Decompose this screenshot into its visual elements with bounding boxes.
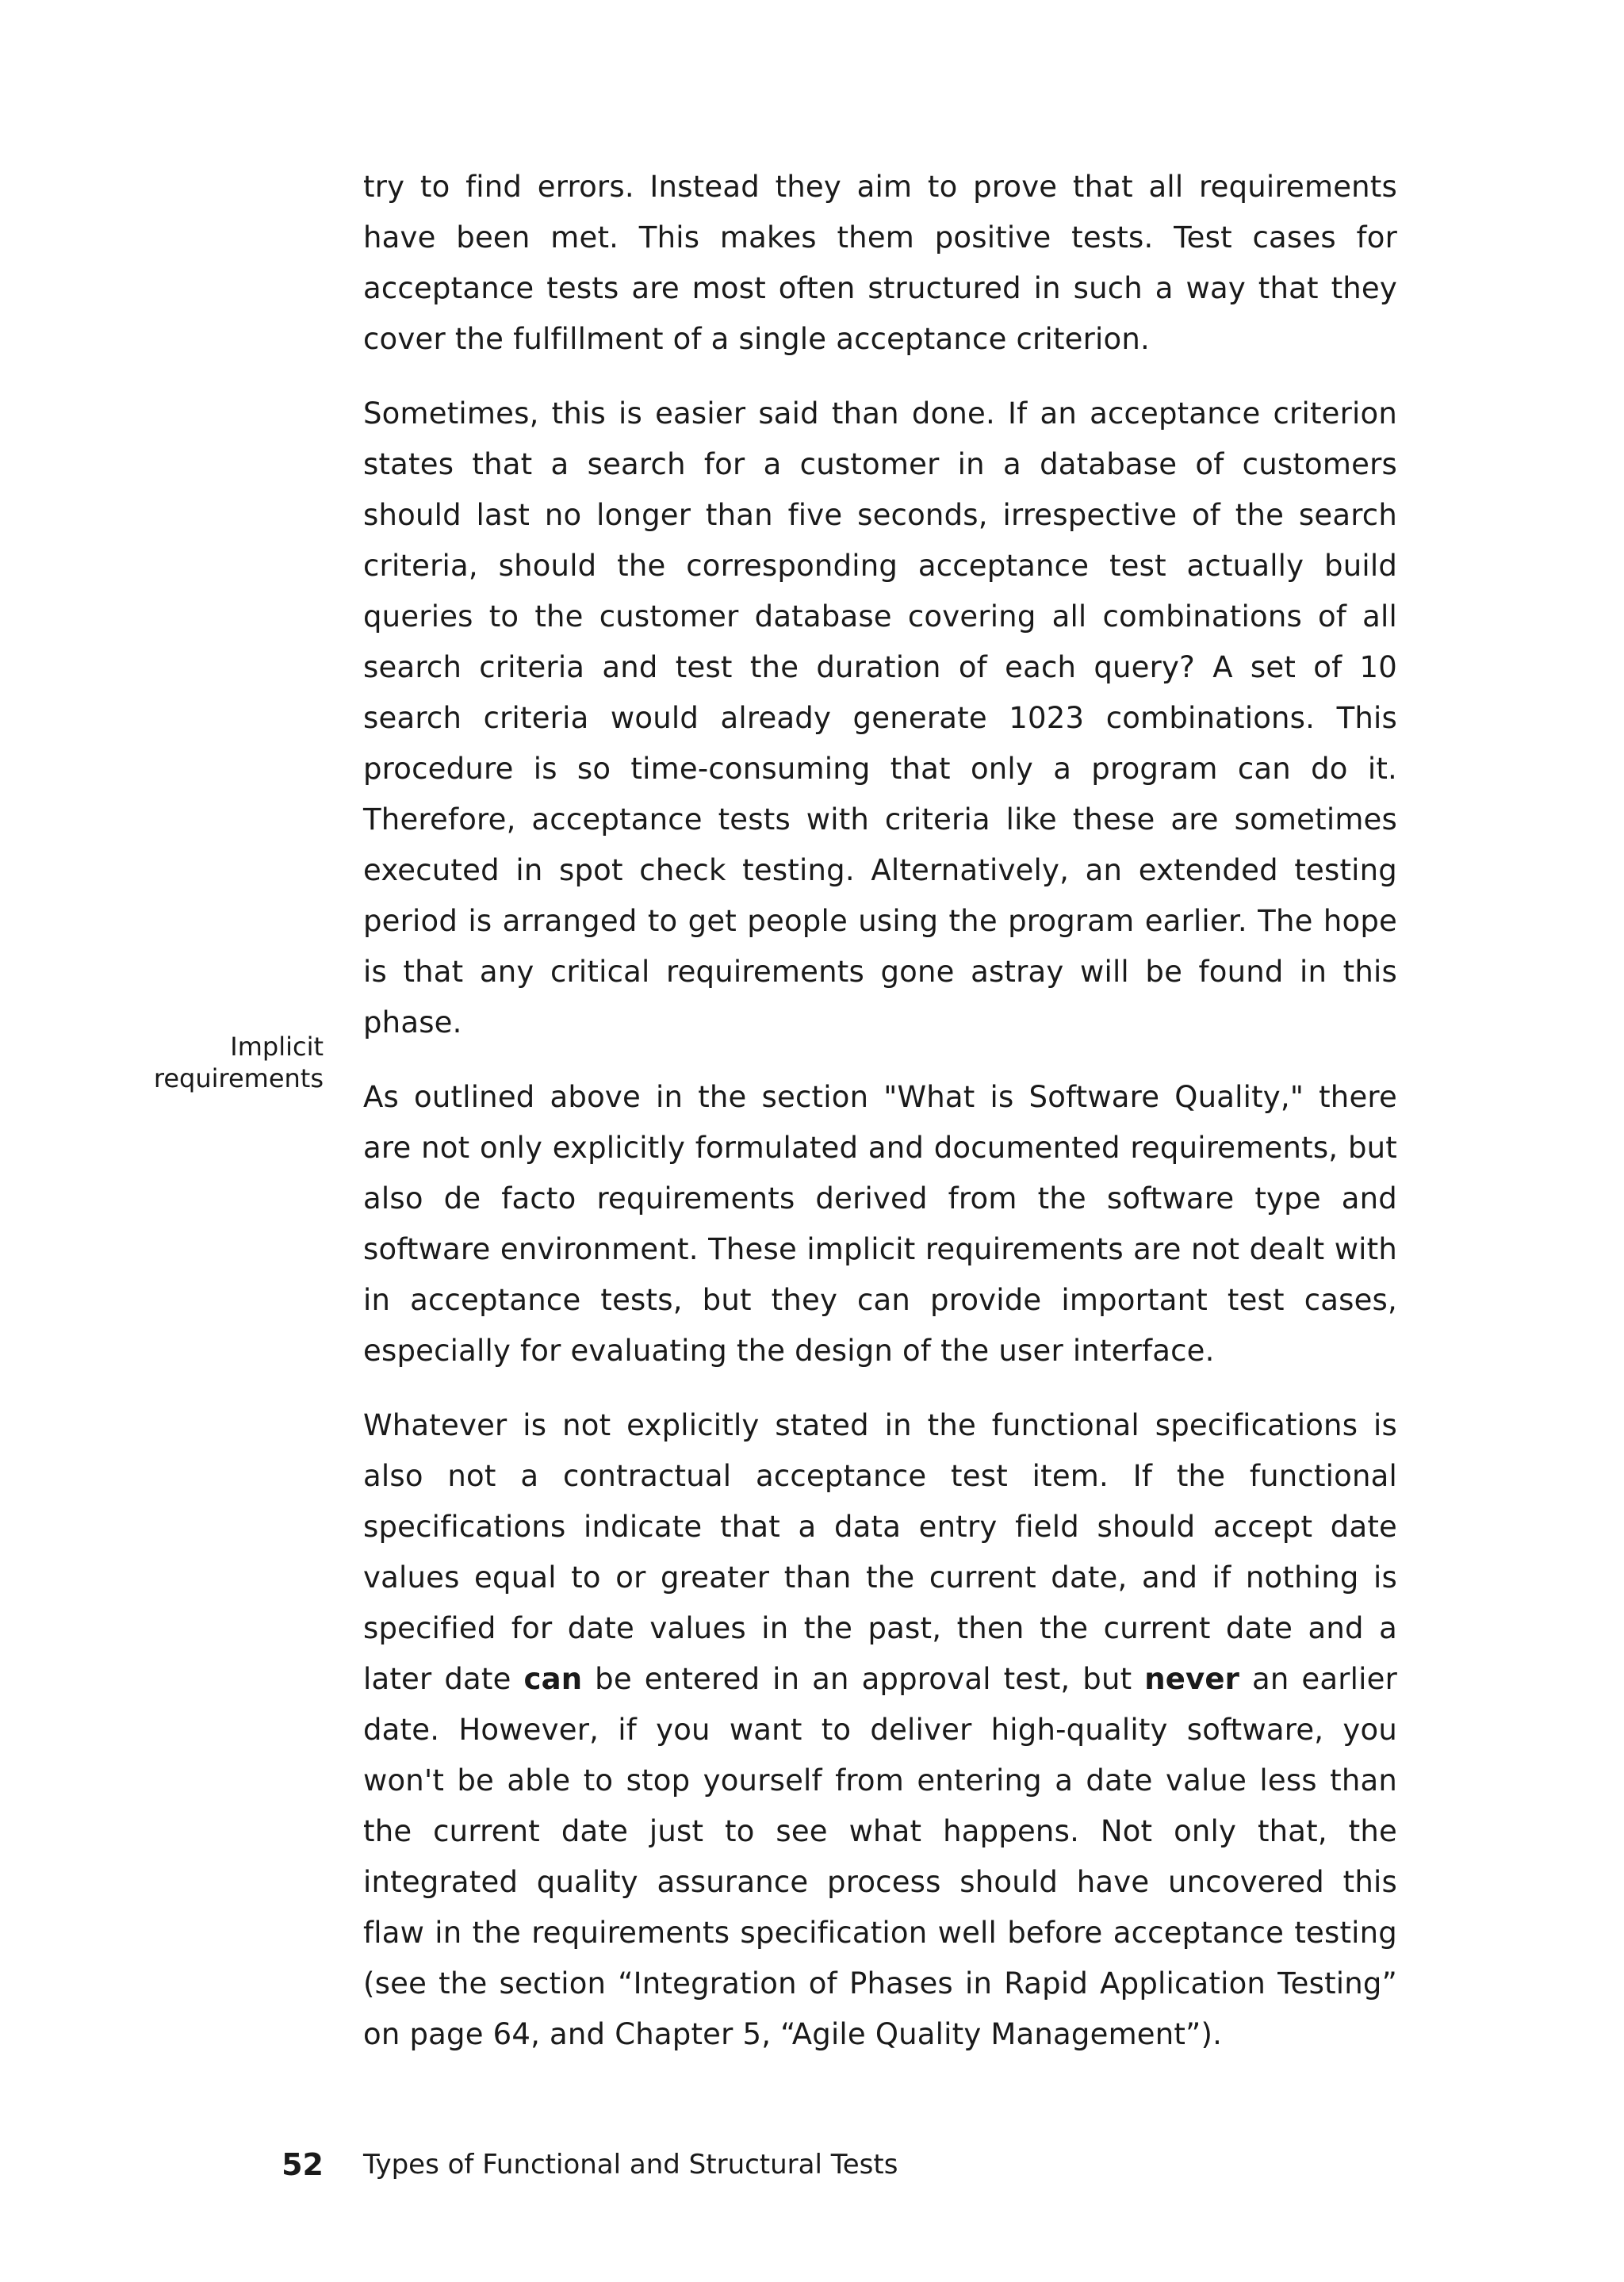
- running-title: Types of Functional and Structural Tests: [363, 2149, 898, 2181]
- paragraph-3: As outlined above in the section "What is Software Quality," there are not only explicitly formulated and documented requirements, but also de facto requirements derived from the software type and software environment. These implicit requirements are not dealt with in acceptance tests, but they can provide important test cases, especially for evaluating the design of the user interface.: [363, 1080, 1397, 1368]
- paragraph-2: Sometimes, this is easier said than done. If an acceptance criterion states that a search for a customer in a database of customers should last no longer than five seconds, irrespective of the search criteria, should the corresponding acceptance test actually build queries to the customer database covering all combinations of all search criteria and test the duration of each query? A set of 10 search criteria would already generate 1023 combinations. This procedure is so time-consuming that only a program can do it. Therefore, acceptance tests with criteria like these are sometimes executed in spot check testing. Alternatively, an extended testing period is arranged to get people using the program earlier. The hope is that any critical requirements gone astray will be found in this phase.: [363, 396, 1397, 1040]
- paragraph-1: try to find errors. Instead they aim to prove that all requirements have been met. This makes them positive tests. Test cases for acceptance tests are most often structured in such a way that they cover the fulfillment of a single acceptance criterion.: [363, 170, 1397, 356]
- margin-note-line-2: requirements: [153, 1063, 324, 1093]
- paragraph-4-part-1: Whatever is not explicitly stated in the functional specifications is also not a contractual acceptance test item. If the functional specifications indicate that a data entry field should accept date values equal to or greater than the current date, and if nothing is specified for date values in the past, then the current date and a later date: [363, 1408, 1397, 1696]
- emphasis-never: never: [1144, 1662, 1240, 1696]
- page-footer: [0, 2141, 1624, 2188]
- margin-note-line-1: Implicit: [230, 1032, 324, 1062]
- paragraph-4-part-3: an earlier date. However, if you want to deliver high-quality software, you won't be able to stop yourself from entering a date value less than the current date just to see what happens. Not only that, the integrated quality assurance process should have uncovered this flaw in the requirements specification well before acceptance testing (see the section “Integration of Phases in Rapid Application Testing” on page 64, and Chapter 5, “Agile Quality Management”).: [363, 1662, 1398, 2051]
- margin-note: [117, 1031, 324, 1094]
- emphasis-can: can: [523, 1662, 583, 1696]
- main-text-column: [363, 162, 1397, 2084]
- paragraph-4: [363, 1400, 1397, 2060]
- page-number: 52: [282, 2147, 324, 2182]
- paragraph-4-part-2: be entered in an approval test, but: [582, 1662, 1145, 1696]
